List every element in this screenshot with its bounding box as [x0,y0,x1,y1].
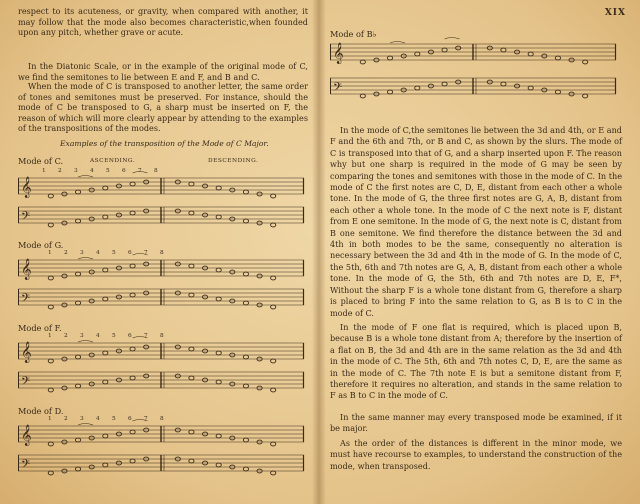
scale-degree: 5 [112,333,117,339]
note-head [216,186,221,190]
note-head [48,442,53,446]
note-head [216,434,221,438]
note-head [189,293,194,297]
semitone-slur [78,176,93,178]
ascending-label: ASCENDING. [90,158,136,164]
semitone-slur [78,341,93,343]
semitone-slur [78,424,93,426]
scale-degree: 2 [64,416,69,422]
note-head [501,82,506,86]
note-head [271,305,276,309]
note-head [189,459,194,463]
scale-degree: 8 [160,333,165,339]
note-head [189,347,194,351]
mode-c-music-staff [18,174,304,232]
note-head [75,384,80,388]
note-head [130,264,135,268]
note-head [103,297,108,301]
scale-degree: 4 [96,250,101,256]
note-head [555,56,560,60]
semitone-slur [78,258,93,260]
note-head [415,86,420,90]
mode-f-music-staff [18,339,304,397]
note-head [415,52,420,56]
left-paragraph-1: respect to its acuteness, or gravity, when compared with another, it may follow that the mode also becomes characteristic,when founded upon any pitch, whether grave or acute. [18,6,308,38]
left-paragraph-3: When the mode of C is transposed to another letter, the same order of tones and semitones must be preserved. For instance, should the mode of C be transposed to G, a sharp must be inserted on F, the reason of which will more clearly appear by attending to the examples of the transpositions of the modes. [18,81,308,134]
note-head [243,219,248,223]
note-head [103,215,108,219]
note-head [216,215,221,219]
scale-degree: 8 [160,250,165,256]
treble-clef-icon: 𝄞 [21,425,32,446]
note-head [528,86,533,90]
note-head [130,293,135,297]
note-head [75,219,80,223]
note-head [583,94,588,98]
note-head [216,268,221,272]
page-number: XIX [604,8,626,18]
mode-d-music-staff [18,422,304,480]
note-head [103,268,108,272]
note-head [130,211,135,215]
scale-degree: 6 [128,333,133,339]
bass-clef-icon: 𝄢 [21,458,31,474]
note-head [130,376,135,380]
note-head [583,60,588,64]
note-head [103,434,108,438]
scale-degree: 6 [122,168,127,174]
note-head [48,388,53,392]
right-paragraph-1: In the mode of C,the semitones lie between the 3d and 4th, or E and F and the 6th and 7th, or B and C, as shown by the slurs. The mode of C is transposed into that of G, and a sharp inserted upon F. The reason why but one sharp is required in the mode of G may be seen by comparing the tones and semitones with those in the mode of C. In the mode of C the first notes are C, D, E, distant from each other a whole tone. In the mode of G, the three first notes are G, A, B, distant from each other a whole tone. In the mode of C the next note is F, distant from E one semitone. In the mode of G, the next note is C, distant from B one semitone. We find therefore the distance between the 3d and 4th in both modes to be the same, consequently no alteration is necessary between the 3d and 4th in the mode of G. In the mode of C, the 5th, 6th and 7th notes are G, A, B, distant from each other a whole tone. In the mode of G, the 5th, 6th and 7th notes are D, E, F*, Without the sharp F is a whole tone distant from G, therefore a sharp is placed to bring F into the same relation to G, as B is to C in the mode of C. [330,125,622,318]
note-head [130,347,135,351]
scale-degree: 3 [74,168,79,174]
note-head [528,52,533,56]
mode-bflat-label: Mode of B♭ [330,29,377,39]
note-head [48,194,53,198]
scale-degree: 7 [144,250,149,256]
mode-f-label: Mode of F. [18,323,62,333]
scale-degree: 1 [48,333,53,339]
note-head [243,272,248,276]
treble-clef-icon: 𝄞 [21,342,32,363]
scale-degree: 5 [106,168,111,174]
note-head [48,305,53,309]
note-head [243,301,248,305]
note-head [271,276,276,280]
scale-degree: 7 [144,416,149,422]
scale-degree: 5 [112,416,117,422]
scale-degree: 3 [80,250,85,256]
scale-degree: 6 [128,250,133,256]
note-head [189,376,194,380]
scale-degree: 7 [144,333,149,339]
note-head [501,48,506,52]
note-head [360,60,365,64]
semitone-slur [390,42,405,44]
mode-bflat-music-staff [330,40,616,108]
note-head [75,438,80,442]
mode-g-music-staff [18,256,304,314]
scale-degree: 2 [64,333,69,339]
note-head [216,463,221,467]
bass-clef-icon: 𝄢 [333,81,343,97]
scale-degree: 4 [96,416,101,422]
note-head [243,467,248,471]
scale-degree: 7 [138,168,143,174]
note-head [75,272,80,276]
scale-degree: 1 [42,168,47,174]
note-head [48,276,53,280]
scale-degree: 3 [80,416,85,422]
scale-degree: 8 [154,168,159,174]
note-head [387,56,392,60]
scale-degree: 2 [64,250,69,256]
bass-clef-icon: 𝄢 [21,375,31,391]
note-head [271,223,276,227]
scale-degree: 1 [48,250,53,256]
note-head [48,471,53,475]
note-head [442,82,447,86]
treble-clef-icon: 𝄞 [21,177,32,198]
note-head [189,182,194,186]
note-head [75,355,80,359]
descending-label: DESCENDING. [208,158,259,164]
mode-d-label: Mode of D. [18,406,64,416]
scale-degree: 2 [58,168,63,174]
note-head [271,194,276,198]
note-head [243,384,248,388]
scale-degree: 8 [160,416,165,422]
note-head [216,351,221,355]
note-head [555,90,560,94]
note-head [103,380,108,384]
mode-g-label: Mode of G. [18,240,64,250]
note-head [130,459,135,463]
treble-clef-icon: 𝄞 [21,259,32,280]
note-head [103,351,108,355]
right-paragraph-3: In the same manner may every transposed mode be examined, if it be major. [330,412,622,434]
note-head [271,359,276,363]
note-head [271,471,276,475]
bass-clef-icon: 𝄢 [21,292,31,308]
bass-clef-icon: 𝄢 [21,210,31,226]
note-head [48,359,53,363]
note-head [75,467,80,471]
note-head [387,90,392,94]
scale-degree: 3 [80,333,85,339]
treble-clef-icon: 𝄞 [333,43,344,64]
note-head [189,430,194,434]
note-head [189,264,194,268]
scale-degree: 5 [112,250,117,256]
note-head [243,438,248,442]
note-head [103,463,108,467]
examples-caption: Examples of the transposition of the Mode of C Major. [60,139,269,148]
scale-degree: 6 [128,416,133,422]
note-head [216,297,221,301]
scale-degree: 4 [90,168,95,174]
note-head [243,190,248,194]
note-head [130,182,135,186]
scale-degree: 4 [96,333,101,339]
note-head [216,380,221,384]
semitone-slur [445,38,460,40]
note-head [271,388,276,392]
note-head [271,442,276,446]
note-head [189,211,194,215]
right-paragraph-4: As the order of the distances is different in the minor mode, we must have recourse to examples, to understand the construction of the mode, when transposed. [330,438,622,471]
scale-degree: 1 [48,416,53,422]
note-head [442,48,447,52]
note-head [103,186,108,190]
right-paragraph-2: In the mode of F one flat is required, which is placed upon B, because B is a whole tone distant from A; therefore by the insertion of a flat on B, the 3d and 4th are in the same relation as the 3d and 4th in the mode of C. The 5th, 6th and 7th notes C, D, E, are the same as in the mode of C. The 7th note E is but a semitone distant from F, therefore it requires no alteration, and stands in the same relation to F as B to C in the mode of C. [330,322,622,401]
left-paragraph-2: In the Diatonic Scale, or in the example of the original mode of C, we find the semitones to lie between E and F, and B and C. [18,61,308,82]
mode-c-label: Mode of C. [18,156,64,166]
page-gutter [312,0,326,504]
note-head [75,190,80,194]
note-head [130,430,135,434]
note-head [48,223,53,227]
note-head [360,94,365,98]
note-head [243,355,248,359]
note-head [75,301,80,305]
